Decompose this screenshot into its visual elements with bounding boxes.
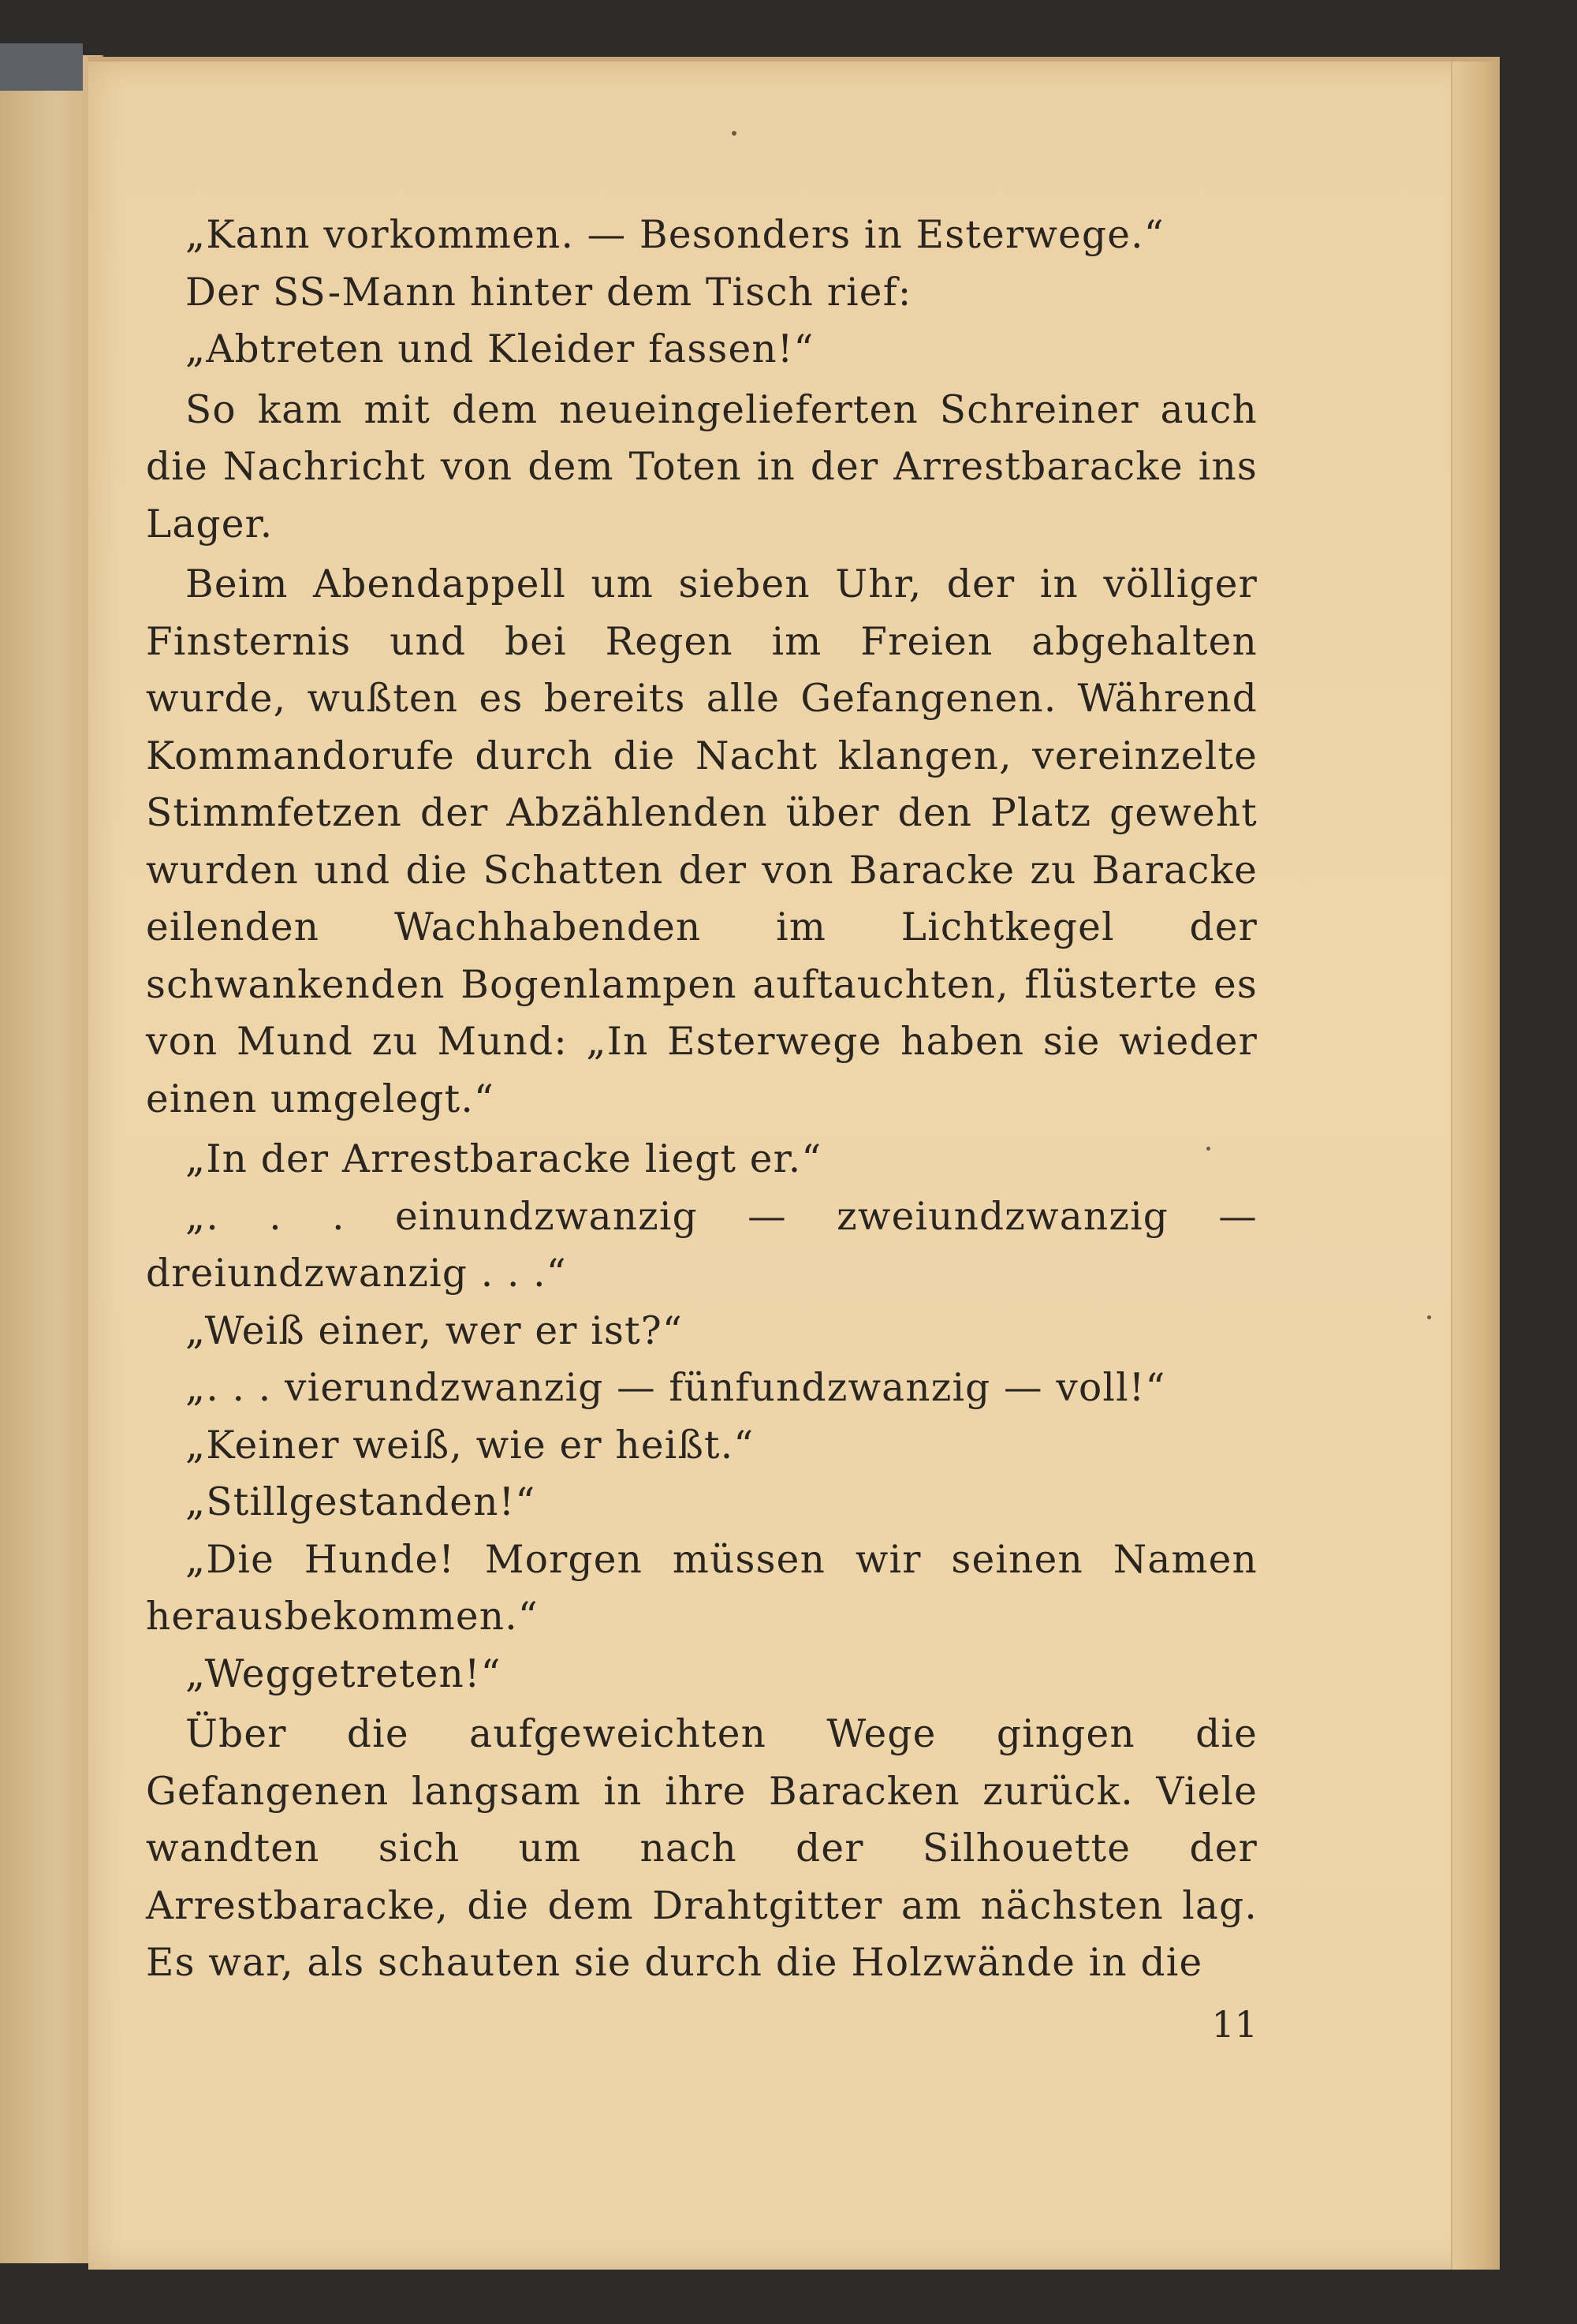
page-stack-edge [1451,62,1500,2270]
page-number: 11 [1211,2003,1258,2046]
paragraph: „Abtreten und Kleider fassen!“ [185,327,815,371]
paragraph: „In der Arrestbaracke liegt er.“ [185,1137,822,1181]
paragraph: „Kann vorkommen. — Besonders in Esterwege.“ [185,213,1165,257]
paragraph: „. . . einundzwanzig — zweiundzwanzig — dreiundzwanzig . . .“ [146,1194,1258,1296]
paragraph: So kam mit dem neueingelieferten Schreiner auch die Nachricht von dem Toten in der Arrestbaracke ins Lager. [146,387,1258,546]
paper-speck [732,131,736,136]
paragraph: Der SS-Mann hinter dem Tisch rief: [185,270,912,315]
paragraph: „Die Hunde! Morgen müssen wir seinen Namen herausbekommen.“ [146,1537,1258,1639]
paragraph: „Stillgestanden!“ [185,1480,536,1524]
paragraph: „Keiner weiß, wie er heißt.“ [185,1423,755,1468]
paper-speck [1427,1315,1431,1319]
paragraph: „. . . vierundzwanzig — fünfundzwanzig — voll!“ [185,1366,1166,1410]
book-spine-cloth [0,43,83,91]
paragraph: Beim Abendappell um sieben Uhr, der in völliger Finsternis und bei Regen im Freien abgehalten wurde, wußten es bereits alle Gefangenen. Während Kommandorufe durch die Nacht klangen, vereinzelte Stimmfetzen der Abzählenden über den Platz geweht wurden und die Schatten der von Baracke zu Baracke eilenden Wachhabenden im Lichtkegel der schwankenden Bogenlampen auftauchten, flüsterte es von Mund zu Mund: „In Esterwege haben sie wieder einen umgelegt.“ [146,562,1258,1121]
paragraph: „Weggetreten!“ [185,1651,501,1696]
paragraph: „Weiß einer, wer er ist?“ [185,1308,683,1353]
paragraph: Über die aufgeweichten Wege gingen die Gefangenen langsam in ihre Baracken zurück. Viele wandten sich um nach der Silhouette der Arrestbaracke, die dem Drahtgitter am nächsten lag. Es war, als schauten sie durch die Holzwände in die [146,1712,1258,1985]
body-text [146,207,1258,1992]
